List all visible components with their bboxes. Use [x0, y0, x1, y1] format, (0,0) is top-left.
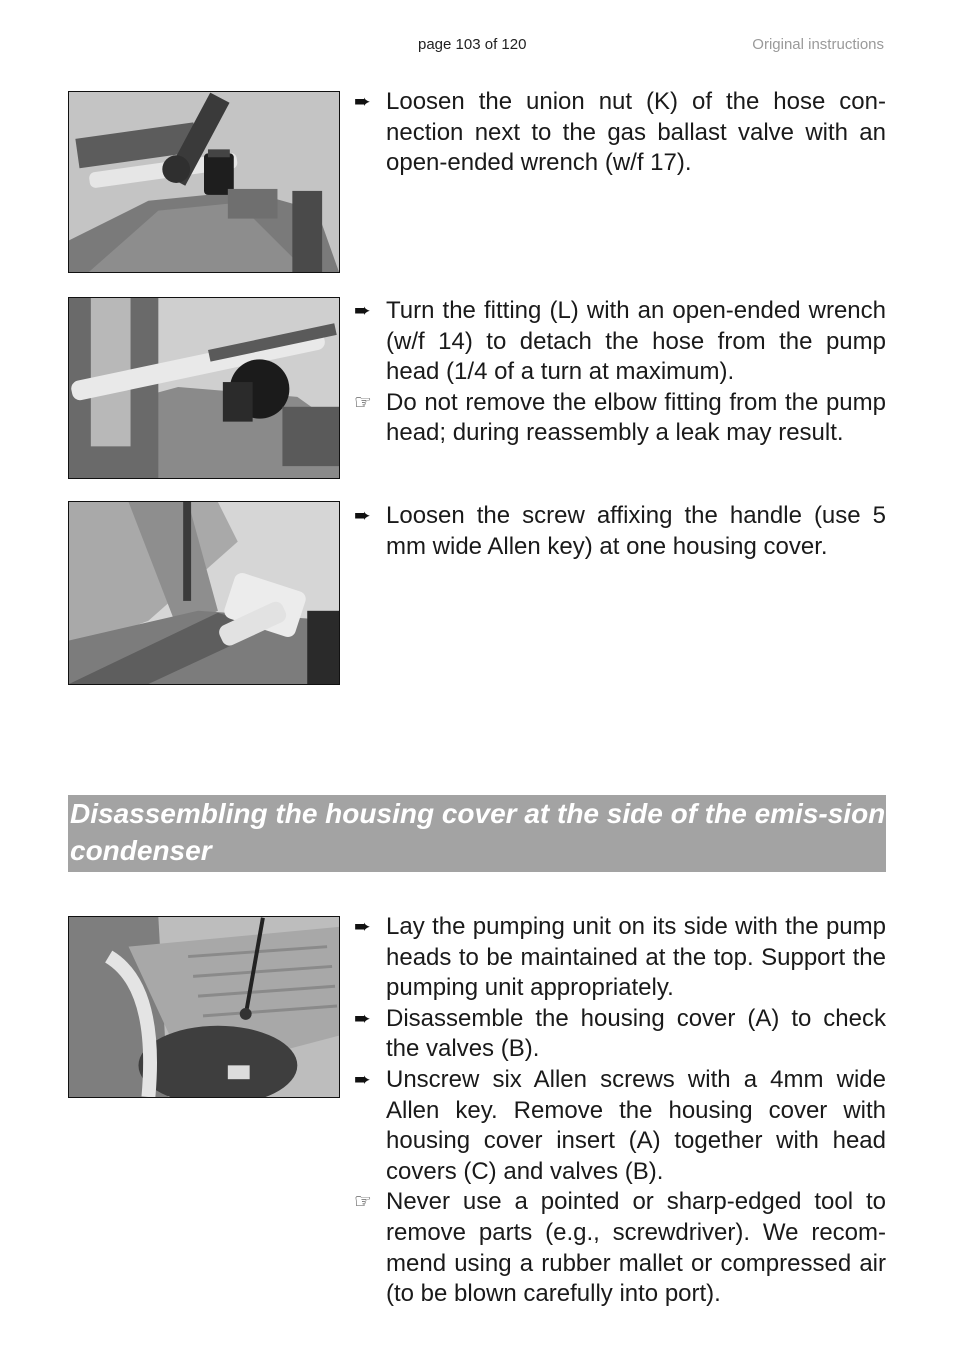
step-loosen-handle-screw — [354, 501, 886, 562]
step-text: Loosen the union nut (K) of the hose con-nection next to the gas ballast valve with an open-ended wrench (w/f 17). — [386, 88, 886, 177]
section3-steps — [354, 501, 886, 562]
document-label: Original instructions — [752, 36, 884, 53]
page-number: page 103 of 120 — [418, 36, 527, 53]
section-heading: Disassembling the housing cover at the side of the emis-sion condenser — [68, 795, 886, 872]
step-turn-fitting — [354, 296, 886, 388]
arrow-right-icon: ➨ — [354, 1068, 371, 1091]
step-loosen-union-nut — [354, 87, 886, 179]
photo-union-nut-wrench — [68, 91, 340, 273]
step-text: Unscrew six Allen screws with a 4mm wide Allen key. Remove the housing cover with housing cover insert (A) together with head covers (C) and valves (B). — [386, 1065, 886, 1185]
photo-housing-cover — [68, 916, 340, 1098]
arrow-right-icon: ➨ — [354, 916, 371, 938]
note-text: Never use a pointed or sharp-edged tool to remove parts (e.g., screwdriver). We recom-mend using a rubber mallet or compressed air (to be blown carefully into port). — [386, 1188, 886, 1308]
pointing-hand-icon: ☞ — [354, 1191, 372, 1214]
arrow-right-icon: ➨ — [354, 91, 371, 113]
note-elbow-fitting — [354, 388, 886, 449]
step-text: Lay the pumping unit on its side with the pump heads to be maintained at the top. Support the pumping unit appropriately. — [386, 913, 886, 1002]
step-unscrew-allen-screws — [354, 1065, 886, 1187]
note-text: Do not remove the elbow fitting from the pump head; during reassembly a leak may result. — [386, 388, 886, 447]
section1-steps — [354, 87, 886, 179]
step-disassemble-cover — [354, 1004, 886, 1065]
section2-steps — [354, 296, 886, 449]
step-text: Loosen the screw affixing the handle (use 5 mm wide Allen key) at one housing cover. — [386, 502, 886, 560]
step-text: Turn the fitting (L) with an open-ended wrench (w/f 14) to detach the hose from the pump head (1/4 of a turn at maximum). — [386, 297, 886, 386]
photo-handle-screw — [68, 501, 340, 685]
photo-fitting-wrench — [68, 297, 340, 479]
step-lay-unit-on-side — [354, 912, 886, 1004]
note-no-sharp-tools — [354, 1187, 886, 1309]
arrow-right-icon: ➨ — [354, 1007, 371, 1030]
arrow-right-icon: ➨ — [354, 505, 371, 527]
step-text: Disassemble the housing cover (A) to check the valves (B). — [386, 1004, 886, 1063]
section4-steps — [354, 912, 886, 1310]
pointing-hand-icon: ☞ — [354, 391, 372, 414]
arrow-right-icon: ➨ — [354, 300, 371, 322]
